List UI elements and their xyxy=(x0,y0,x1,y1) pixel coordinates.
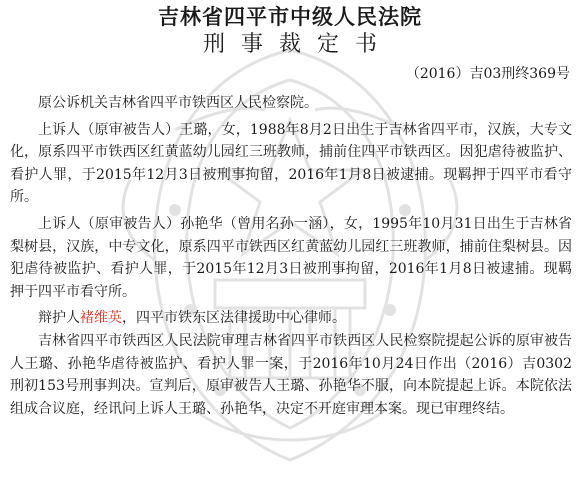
court-name: 吉林省四平市中级人民法院 xyxy=(158,5,422,29)
defender-prefix: 辩护人 xyxy=(38,310,80,327)
appellant-2-paragraph: 上诉人（原审被告人）孙艳华（曾用名孙一涵），女，1995年10月31日出生于吉林省梨树县，汉族，中专文化，原系四平市铁西区红黄蓝幼儿园红三班教师，捕前住梨树县。因犯虐待被监护、看护人罪，于2015年12月3日被刑事拘留，2016年1月8日被逮捕。现羁押于四平市看守所。 xyxy=(10,215,572,300)
defender-suffix: ，四平市铁东区法律援助中心律师。 xyxy=(122,310,346,327)
document-body xyxy=(10,92,572,420)
defender-name: 褚维英 xyxy=(80,310,122,327)
appellant-1-paragraph: 上诉人（原审被告人）王璐，女，1988年8月2日出生于吉林省四平市，汉族，大专文化，原系四平市铁西区红黄蓝幼儿园红三班教师，捕前住四平市铁西区。因犯虐待被监护、看护人罪，于2015年12月3日被刑事拘留，2016年1月8日被逮捕。现羁押于四平市看守所。 xyxy=(10,121,572,206)
case-number: （2016）吉03刑终369号 xyxy=(405,66,570,82)
prosecutor-paragraph: 原公诉机关吉林省四平市铁西区人民检察院。 xyxy=(38,95,318,111)
document-title: 刑事裁定书 xyxy=(202,32,393,57)
procedure-paragraph: 吉林省四平市铁西区人民法院审理吉林省四平市铁西区人民检察院提起公诉的原审被告人王璐、孙艳华虐待被监护、看护人罪一案，于2016年10月24日作出（2016）吉0302刑初153号刑事判决。宣判后，原审被告人王璐、孙艳华不服，向本院提起上诉。本院依法组成合议庭，经讯问上诉人王璐、孙艳华，决定不开庭审理本案。现已审理终结。 xyxy=(10,332,572,417)
defender-paragraph xyxy=(10,307,572,330)
